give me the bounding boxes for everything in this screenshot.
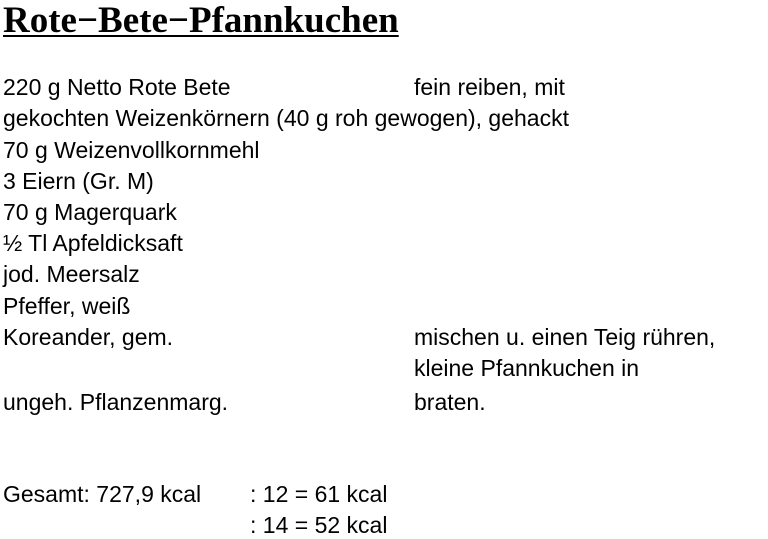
instruction-line: fein reiben, mit	[414, 74, 565, 100]
total-kcal: Gesamt: 727,9 kcal	[3, 481, 202, 507]
instruction-line: mischen u. einen Teig rühren,	[414, 324, 716, 350]
ingredient-line: 70 g Magerquark	[3, 199, 177, 225]
ingredient-line: 3 Eiern (Gr. M)	[3, 168, 154, 194]
ingredient-line: Pfeffer, weiß	[3, 293, 131, 319]
ingredient-line: ungeh. Pflanzenmarg.	[3, 389, 229, 415]
instruction-line: braten.	[414, 389, 486, 415]
kcal-per-14: : 14 = 52 kcal	[250, 512, 388, 538]
ingredient-line: Koreander, gem.	[3, 324, 174, 350]
ingredient-line: 220 g Netto Rote Bete	[3, 74, 231, 100]
ingredient-line: jod. Meersalz	[3, 261, 140, 287]
recipe-title: Rote−Bete−Pfannkuchen	[3, 0, 399, 41]
kcal-per-12: : 12 = 61 kcal	[250, 481, 388, 507]
ingredient-line: ½ Tl Apfeldicksaft	[3, 230, 183, 256]
ingredient-line: gekochten Weizenkörnern (40 g roh gewogen), gehackt	[3, 105, 569, 131]
instruction-line: kleine Pfannkuchen in	[414, 355, 640, 381]
ingredient-line: 70 g Weizenvollkornmehl	[3, 137, 260, 163]
